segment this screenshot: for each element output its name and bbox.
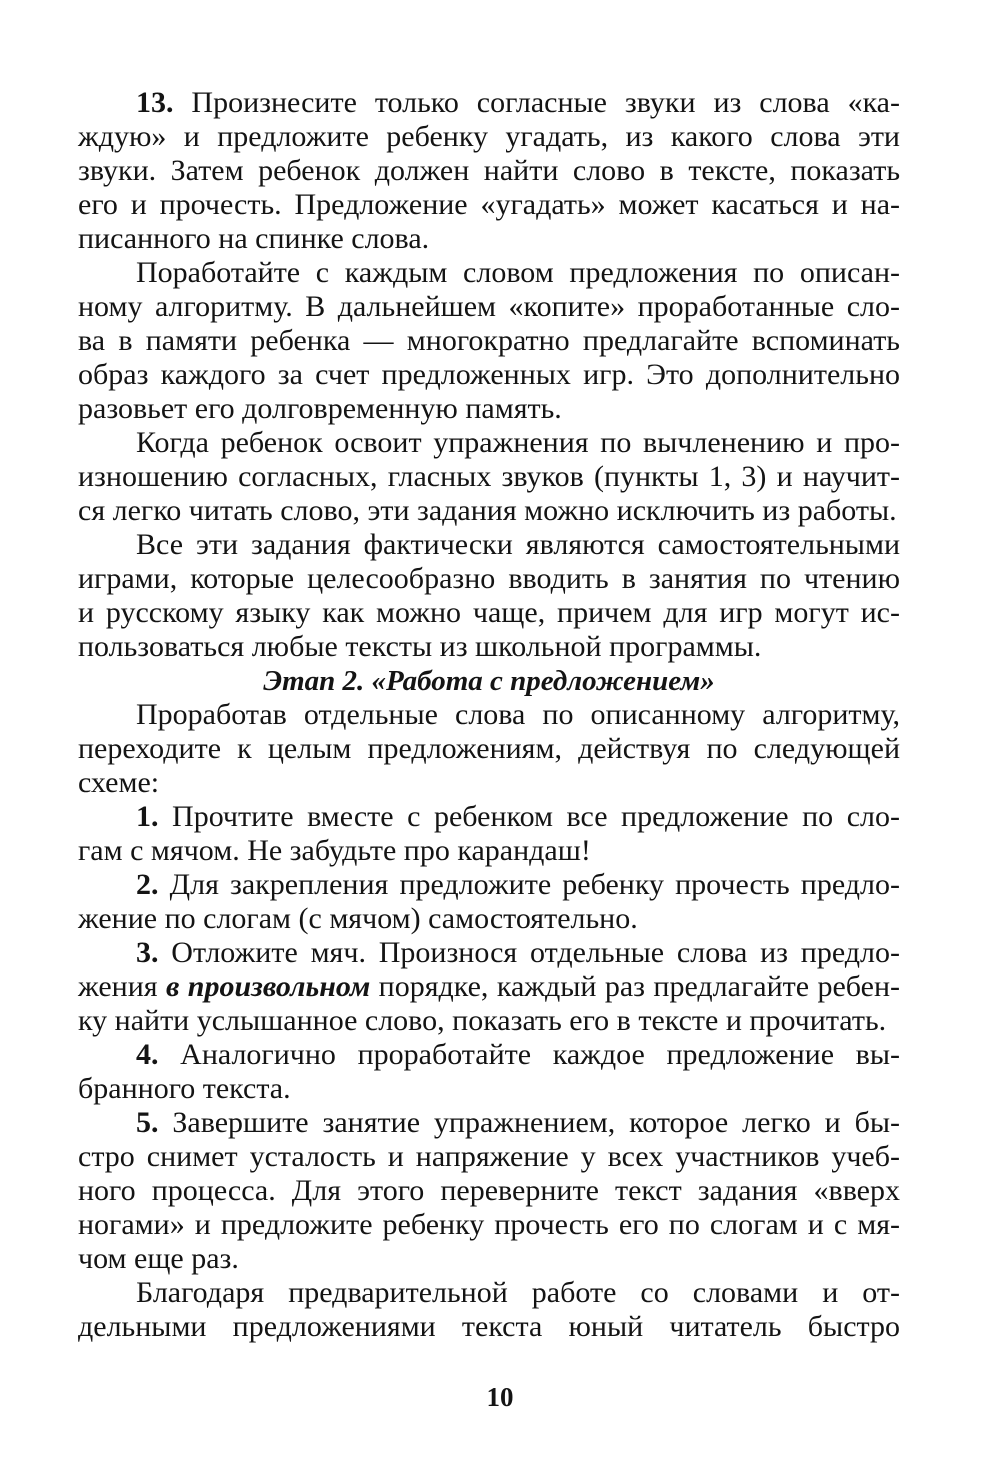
paragraph-all-line-2: играми, которые целесообразно вводить в занятия по чтению bbox=[78, 562, 900, 595]
step-5-line-5: чом еще раз. bbox=[78, 1242, 239, 1275]
item-number: 5. bbox=[136, 1106, 159, 1139]
text-segment: порядке, каждый раз предлагайте ребен- bbox=[370, 970, 900, 1003]
paragraph-when-line-3: ся легко читать слово, эти задания можно исключить из работы. bbox=[78, 494, 897, 527]
paragraph-13-line-1 bbox=[78, 86, 900, 120]
stage-heading: Этап 2. «Работа с предложением» bbox=[263, 665, 715, 697]
item-number: 2. bbox=[136, 868, 159, 901]
step-1-line-1 bbox=[78, 800, 900, 834]
text-segment: Прочтите вместе с ребенком все предложение по сло- bbox=[158, 800, 900, 833]
paragraph-when-line-1: Когда ребенок освоит упражнения по вычленению и про- bbox=[136, 426, 900, 459]
page-body bbox=[78, 86, 900, 1344]
step-4-line-1 bbox=[78, 1038, 900, 1072]
paragraph-work-line-1: Поработайте с каждым словом предложения по описан- bbox=[136, 256, 900, 289]
step-5-line-2: стро снимет усталость и напряжение у всех участников учеб- bbox=[78, 1140, 900, 1173]
paragraph-stage-line-2: переходите к целым предложениям, действуя по следующей bbox=[78, 732, 900, 765]
emphasis-text: в произвольном bbox=[165, 970, 371, 1003]
paragraph-13-line-5: писанного на спинке слова. bbox=[78, 222, 430, 255]
paragraph-work-line-4: образ каждого за счет предложенных игр. Это дополнительно bbox=[78, 358, 900, 391]
step-2-line-2: жение по слогам (с мячом) самостоятельно. bbox=[78, 902, 638, 935]
text-segment: Завершите занятие упражнением, которое легко и бы- bbox=[158, 1106, 900, 1139]
paragraph-when-line-2: изношению согласных, гласных звуков (пункты 1, 3) и научит- bbox=[78, 460, 900, 493]
text-segment: Произнесите только согласные звуки из слова «ка- bbox=[173, 86, 900, 119]
item-number: 13. bbox=[136, 86, 174, 119]
step-3-line-2 bbox=[78, 970, 900, 1004]
item-number: 4. bbox=[136, 1038, 159, 1071]
step-5-line-4: ногами» и предложите ребенку прочесть его по слогам и с мя- bbox=[78, 1208, 900, 1241]
paragraph-work-line-2: ному алгоритму. В дальнейшем «копите» проработанные сло- bbox=[78, 290, 900, 323]
step-1-line-2: гам с мячом. Не забудьте про карандаш! bbox=[78, 834, 591, 867]
text-segment: жения bbox=[78, 970, 166, 1003]
paragraph-all-line-1: Все эти задания фактически являются самостоятельными bbox=[136, 528, 900, 561]
paragraph-thanks-line-1: Благодаря предварительной работе со словами и от- bbox=[136, 1276, 900, 1309]
paragraph-13-line-2: ждую» и предложите ребенку угадать, из какого слова эти bbox=[78, 120, 900, 153]
text-segment: Для закрепления предложите ребенку прочесть предло- bbox=[158, 868, 900, 901]
text-segment: Аналогично проработайте каждое предложение вы- bbox=[158, 1038, 900, 1071]
paragraph-all-line-3: и русскому языку как можно чаще, причем для игр могут ис- bbox=[78, 596, 900, 629]
paragraph-13-line-4: его и прочесть. Предложение «угадать» может касаться и на- bbox=[78, 188, 900, 221]
step-3-line-3: ку найти услышанное слово, показать его в тексте и прочитать. bbox=[78, 1004, 887, 1037]
item-number: 3. bbox=[136, 936, 159, 969]
paragraph-work-line-3: ва в памяти ребенка — многократно предлагайте вспоминать bbox=[78, 324, 900, 357]
paragraph-thanks-line-2: дельными предложениями текста юный читатель быстро bbox=[78, 1310, 900, 1343]
paragraph-stage-line-3: схеме: bbox=[78, 766, 160, 799]
paragraph-13-line-3: звуки. Затем ребенок должен найти слово в тексте, показать bbox=[78, 154, 900, 187]
step-3-line-1 bbox=[78, 936, 900, 970]
paragraph-all-line-4: пользоваться любые тексты из школьной программы. bbox=[78, 630, 762, 663]
page-number: 10 bbox=[486, 1382, 514, 1412]
step-2-line-1 bbox=[78, 868, 900, 902]
step-4-line-2: бранного текста. bbox=[78, 1072, 291, 1105]
step-5-line-1 bbox=[78, 1106, 900, 1140]
step-5-line-3: ного процесса. Для этого переверните текст задания «вверх bbox=[78, 1174, 900, 1207]
text-segment: Отложите мяч. Произнося отдельные слова из предло- bbox=[158, 936, 900, 969]
paragraph-work-line-5: разовьет его долговременную память. bbox=[78, 392, 562, 425]
item-number: 1. bbox=[136, 800, 159, 833]
paragraph-stage-line-1: Проработав отдельные слова по описанному алгоритму, bbox=[136, 698, 900, 731]
